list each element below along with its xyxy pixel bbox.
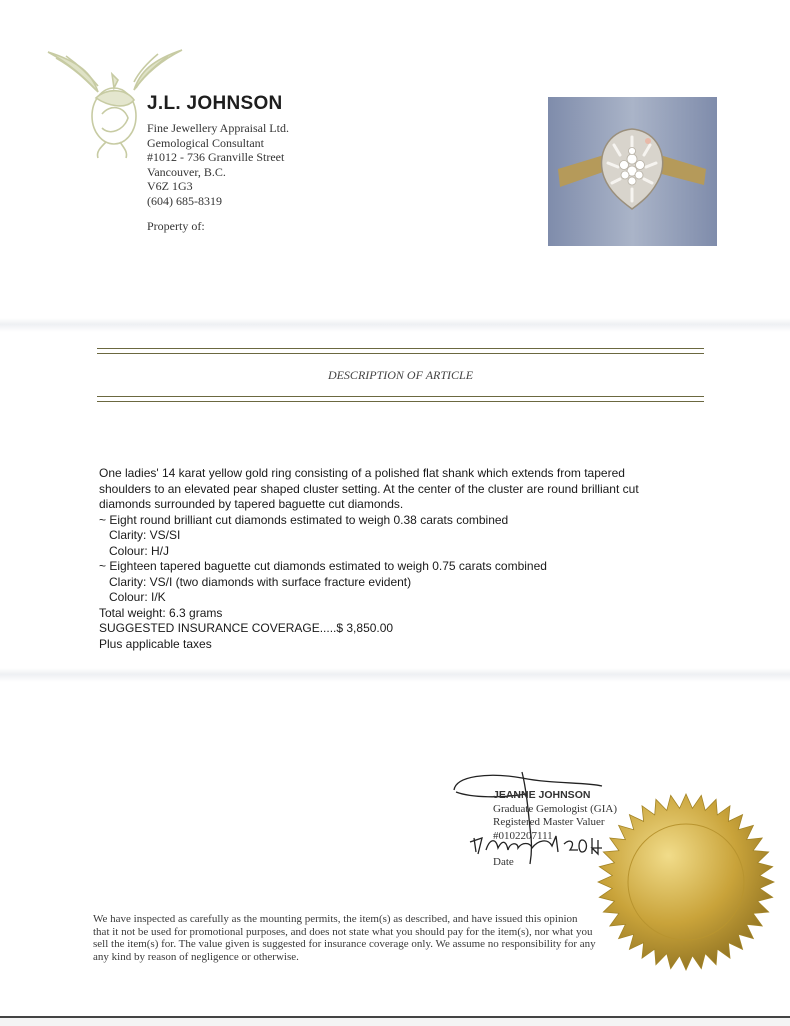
disclaimer-line: that it not be used for promotional purposes, and does not state what you should pay for the item(s), nor what you: [93, 925, 593, 938]
total-weight: Total weight: 6.3 grams: [99, 605, 223, 620]
ring-photo-icon: [548, 97, 717, 246]
signer-number: #0102207111: [493, 829, 553, 842]
disclaimer-line: We have inspected as carefully as the mounting permits, the item(s) as described, and have issued this opinion: [93, 913, 578, 925]
signer-credential: Registered Master Valuer: [493, 816, 605, 828]
address-line: Fine Jewellery Appraisal Ltd.: [147, 121, 289, 135]
bottom-double-rule: [97, 396, 704, 402]
top-double-rule: [97, 348, 704, 354]
gold-seal-icon: [596, 792, 776, 972]
description-line: diamonds surrounded by tapered baguette cut diamonds.: [99, 497, 404, 511]
item1-colour: Colour: H/J: [109, 543, 170, 558]
item-round-diamonds: ~ Eight round brilliant cut diamonds estimated to weigh 0.38 carats combined: [99, 512, 509, 527]
signer-name: JEANNE JOHNSON: [493, 789, 591, 801]
property-of-label: Property of:: [147, 219, 205, 233]
item2-clarity: Clarity: VS/I (two diamonds with surface fracture evident): [109, 574, 412, 589]
disclaimer-line: any kind by reason of negligence or otherwise.: [93, 950, 299, 963]
company-name: J.L. JOHNSON: [147, 93, 283, 114]
taxes-note: Plus applicable taxes: [99, 636, 212, 651]
description-line: shoulders to an elevated pear shaped cluster setting. At the center of the cluster are round brilliant cut: [99, 481, 639, 496]
description-line: One ladies' 14 karat yellow gold ring consisting of a polished flat shank which extends from tapered: [99, 466, 625, 480]
paper-fold: [0, 318, 790, 332]
paper-fold: [0, 668, 790, 682]
disclaimer-line: sell the item(s) for. The value given is suggested for insurance coverage only. We assume no responsibility for any: [93, 938, 596, 950]
item-baguette-diamonds: ~ Eighteen tapered baguette cut diamonds estimated to weigh 0.75 carats combined: [99, 559, 547, 573]
description-body: [99, 466, 719, 652]
insurance-coverage: SUGGESTED INSURANCE COVERAGE.....$ 3,850.00: [99, 621, 394, 635]
address-line: Vancouver, B.C.: [147, 164, 226, 179]
date-label: Date: [493, 856, 514, 868]
disclaimer: [93, 913, 653, 963]
address-line: Gemological Consultant: [147, 135, 264, 150]
page-bottom-edge: [0, 1016, 790, 1026]
address-line: V6Z 1G3: [147, 179, 193, 193]
section-title: DESCRIPTION OF ARTICLE: [327, 368, 474, 382]
item1-clarity: Clarity: VS/SI: [109, 528, 181, 542]
address-line: (604) 685-8319: [147, 193, 222, 208]
address-line: #1012 - 736 Granville Street: [147, 150, 285, 164]
signer-credential: Graduate Gemologist (GIA): [493, 802, 618, 815]
item2-colour: Colour: I/K: [109, 590, 166, 604]
company-header: [147, 93, 289, 208]
